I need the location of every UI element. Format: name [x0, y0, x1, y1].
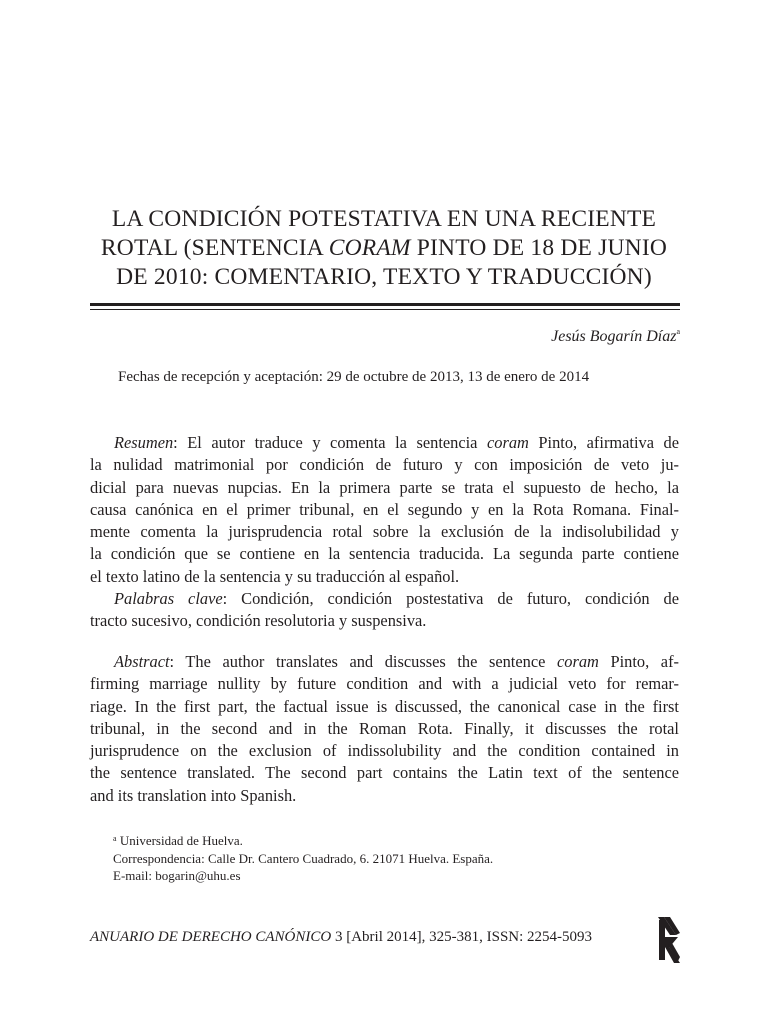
abstract-text: Pinto, af- [598, 652, 679, 671]
resumen-italic: coram [486, 433, 529, 452]
resumen-line: causa canónica en el primer tribunal, en el segundo y en la Rota Romana. Final- [90, 499, 679, 519]
resumen-text: : El autor traduce y comenta la sentencia [173, 433, 487, 452]
resumen-line [90, 432, 679, 454]
keywords-text: : Condición, condición postestativa de futuro, condición de [222, 589, 680, 609]
abstract-section [90, 651, 679, 807]
abstract-text: : The author translates and discusses the sentence [169, 652, 557, 671]
abstract-line: tribunal, in the second and in the Roman Rota. Finally, it discusses the rotal [90, 718, 679, 738]
abstract-line: the sentence translated. The second part contains the Latin text of the sentence [90, 763, 679, 783]
journal-details: 3 [Abril 2014], 325-381, ISSN: 2254-5093 [331, 929, 593, 945]
keywords-line [90, 588, 679, 610]
title-rule-thin [90, 309, 680, 310]
abstract-line [90, 651, 679, 673]
journal-name: ANUARIO DE DERECHO CANÓNICO [90, 929, 332, 945]
keywords-label: Palabras clave [114, 589, 223, 609]
footnotes [113, 830, 493, 885]
footnote-affiliation-text: Universidad de Huelva. [116, 833, 243, 848]
resumen-line: mente comenta la jurisprudencia rotal sobre la exclusión de la indisolubilidad y [90, 522, 679, 542]
keywords-line: tracto sucesivo, condición resolutoria y suspensiva. [90, 611, 427, 631]
resumen-line: el texto latino de la sentencia y su traducción al español. [90, 566, 460, 586]
resumen-line: dicial para nuevas nupcias. En la primera parte se trata el supuesto de hecho, la [90, 477, 679, 497]
footnote-address: Correspondencia: Calle Dr. Cantero Cuadrado, 6. 21071 Huelva. España. [113, 850, 494, 866]
resumen-text: Pinto, afirmativa de [528, 433, 680, 452]
abstract-line: firming marriage nullity by future condition and with a judicial veto for remar- [90, 674, 679, 694]
abstract-line: and its translation into Spanish. [90, 785, 297, 805]
abstract-line: riage. In the first part, the factual issue is discussed, the canonical case in the first [90, 696, 679, 716]
publisher-logo-icon [656, 917, 680, 963]
title-line-2-italic: CORAM [328, 235, 411, 261]
resumen-section [90, 432, 679, 633]
abstract-italic: coram [556, 652, 599, 671]
resumen-label: Resumen [114, 433, 174, 452]
title-rule-thick [90, 303, 680, 306]
title-line-2-start: ROTAL (SENTENCIA [100, 235, 329, 261]
article-title [90, 205, 678, 292]
author-affiliation-mark: a [676, 327, 680, 336]
reception-dates: Fechas de recepción y aceptación: 29 de octubre de 2013, 13 de enero de 2014 [118, 369, 590, 385]
title-line-3: DE 2010: COMENTARIO, TEXTO Y TRADUCCIÓN) [116, 264, 652, 290]
abstract-label: Abstract [114, 652, 170, 671]
title-line-1: LA CONDICIÓN POTESTATIVA EN UNA RECIENTE [111, 206, 657, 232]
resumen-line: la condición que se contiene en la sentencia traducida. La segunda parte contiene [90, 544, 679, 564]
title-line-2-end: PINTO DE 18 DE JUNIO [410, 235, 668, 261]
footnote-email: E-mail: bogarin@uhu.es [113, 868, 241, 883]
author-name [551, 327, 680, 346]
footnote-affiliation [113, 830, 493, 850]
abstract-line: jurisprudence on the exclusion of indissolubility and the condition contained in [90, 741, 679, 761]
footnote-mark: a [113, 834, 117, 843]
author-name-text: Jesús Bogarín Díaz [551, 328, 677, 345]
resumen-line: la nulidad matrimonial por condición de futuro y con imposición de veto ju- [90, 455, 679, 475]
journal-citation [90, 929, 592, 946]
title-line-2 [90, 234, 678, 263]
